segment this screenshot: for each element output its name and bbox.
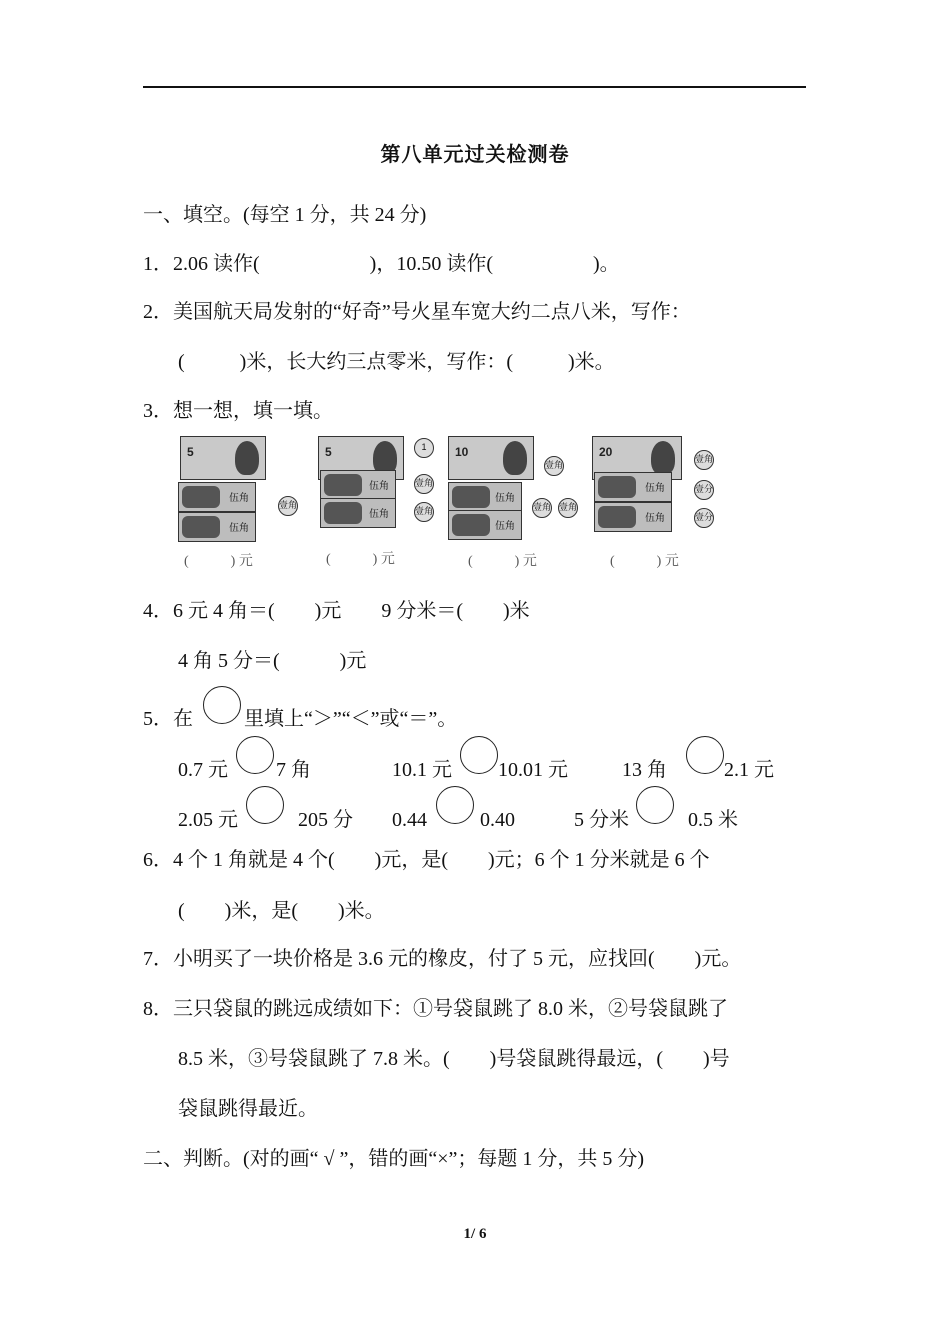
q5-row2-a: 2.05 元 — [178, 809, 238, 831]
question-8-line-1: 8．三只袋鼠的跳远成绩如下：①号袋鼠跳了 8.0 米，②号袋鼠跳了 — [143, 998, 728, 1020]
small-note-image: 伍角 — [320, 498, 396, 528]
compare-circle[interactable] — [686, 736, 724, 774]
question-2-line-1: 2．美国航天局发射的“好奇”号火星车宽大约二点八米，写作： — [143, 301, 691, 323]
page-number: 1/ 6 — [463, 1226, 487, 1242]
coin-image: 壹角 — [414, 502, 434, 522]
compare-circle[interactable] — [460, 736, 498, 774]
coin-image: 壹分 — [694, 480, 714, 500]
banknote-image: 5 — [180, 436, 266, 480]
question-3: 3．想一想，填一填。 — [143, 400, 333, 422]
q5-row2-c: 0.44 — [392, 809, 427, 831]
coin-image: 壹角 — [558, 498, 578, 518]
q5-row1-c: 10.1 元 — [392, 759, 452, 781]
coin-image: 壹角 — [278, 496, 298, 516]
coin-image: 壹分 — [694, 508, 714, 528]
q5-row1-a: 0.7 元 — [178, 759, 228, 781]
q5-row2-f: 0.5 米 — [688, 809, 738, 831]
q5-row2-d: 0.40 — [480, 809, 515, 831]
money-caption-1: ( ) 元 — [184, 554, 253, 569]
coin-image: 壹角 — [532, 498, 552, 518]
compare-circle[interactable] — [636, 786, 674, 824]
question-7: 7．小明买了一块价格是 3.6 元的橡皮，付了 5 元，应找回( )元。 — [143, 948, 742, 970]
question-2-line-2: ( )米，长大约三点零米，写作：( )米。 — [178, 351, 615, 373]
q5-row1-e: 13 角 — [622, 759, 667, 781]
section-2-heading: 二、判断。(对的画“ √ ”，错的画“×”；每题 1 分，共 5 分) — [143, 1148, 645, 1170]
question-4-line-2: 4 角 5 分＝( )元 — [178, 650, 367, 672]
money-group-1 — [178, 436, 298, 546]
small-note-image: 伍角 — [594, 472, 672, 502]
question-6-line-1: 6．4 个 1 角就是 4 个( )元，是( )元；6 个 1 分米就是 6 个 — [143, 849, 710, 871]
small-note-image: 伍角 — [594, 502, 672, 532]
question-1: 1．2.06 读作( )，10.50 读作( )。 — [143, 253, 620, 275]
compare-circle[interactable] — [236, 736, 274, 774]
coin-image: 壹角 — [544, 456, 564, 476]
banknote-image: 10 — [448, 436, 534, 480]
q5-row1-f: 2.1 元 — [724, 759, 774, 781]
question-4-line-1: 4．6 元 4 角＝( )元 9 分米＝( )米 — [143, 600, 530, 622]
coin-image: 1 — [414, 438, 434, 458]
money-group-2 — [316, 436, 440, 546]
q5-row1-b: 7 角 — [276, 759, 311, 781]
money-caption-4: ( ) 元 — [610, 554, 679, 569]
question-8-line-3: 袋鼠跳得最近。 — [178, 1098, 318, 1120]
small-note-image: 伍角 — [320, 470, 396, 500]
question-8-line-2: 8.5 米，③号袋鼠跳了 7.8 米。( )号袋鼠跳得最远，( )号 — [178, 1048, 730, 1070]
q5-row1-d: 10.01 元 — [498, 759, 568, 781]
money-caption-3: ( ) 元 — [468, 554, 537, 569]
page-title: 第八单元过关检测卷 — [380, 144, 570, 166]
compare-circle[interactable] — [436, 786, 474, 824]
header-rule — [143, 86, 806, 88]
coin-image: 壹角 — [414, 474, 434, 494]
money-group-4 — [590, 436, 722, 546]
compare-circle-example — [203, 686, 241, 724]
question-6-line-2: ( )米，是( )米。 — [178, 900, 385, 922]
compare-circle[interactable] — [246, 786, 284, 824]
banknote-image: 20 — [592, 436, 682, 480]
question-5-post: 里填上“＞”“＜”或“＝”。 — [244, 708, 458, 730]
question-5-pre: 5．在 — [143, 708, 193, 730]
coin-image: 壹角 — [694, 450, 714, 470]
small-note-image: 伍角 — [178, 512, 256, 542]
small-note-image: 伍角 — [178, 482, 256, 512]
q5-row2-e: 5 分米 — [574, 809, 629, 831]
small-note-image: 伍角 — [448, 510, 522, 540]
banknote-image: 5 — [318, 436, 404, 480]
money-caption-2: ( ) 元 — [326, 552, 395, 567]
money-group-3 — [448, 436, 576, 546]
q5-row2-b: 205 分 — [298, 809, 353, 831]
section-1-heading: 一、填空。(每空 1 分，共 24 分) — [143, 204, 427, 226]
small-note-image: 伍角 — [448, 482, 522, 512]
